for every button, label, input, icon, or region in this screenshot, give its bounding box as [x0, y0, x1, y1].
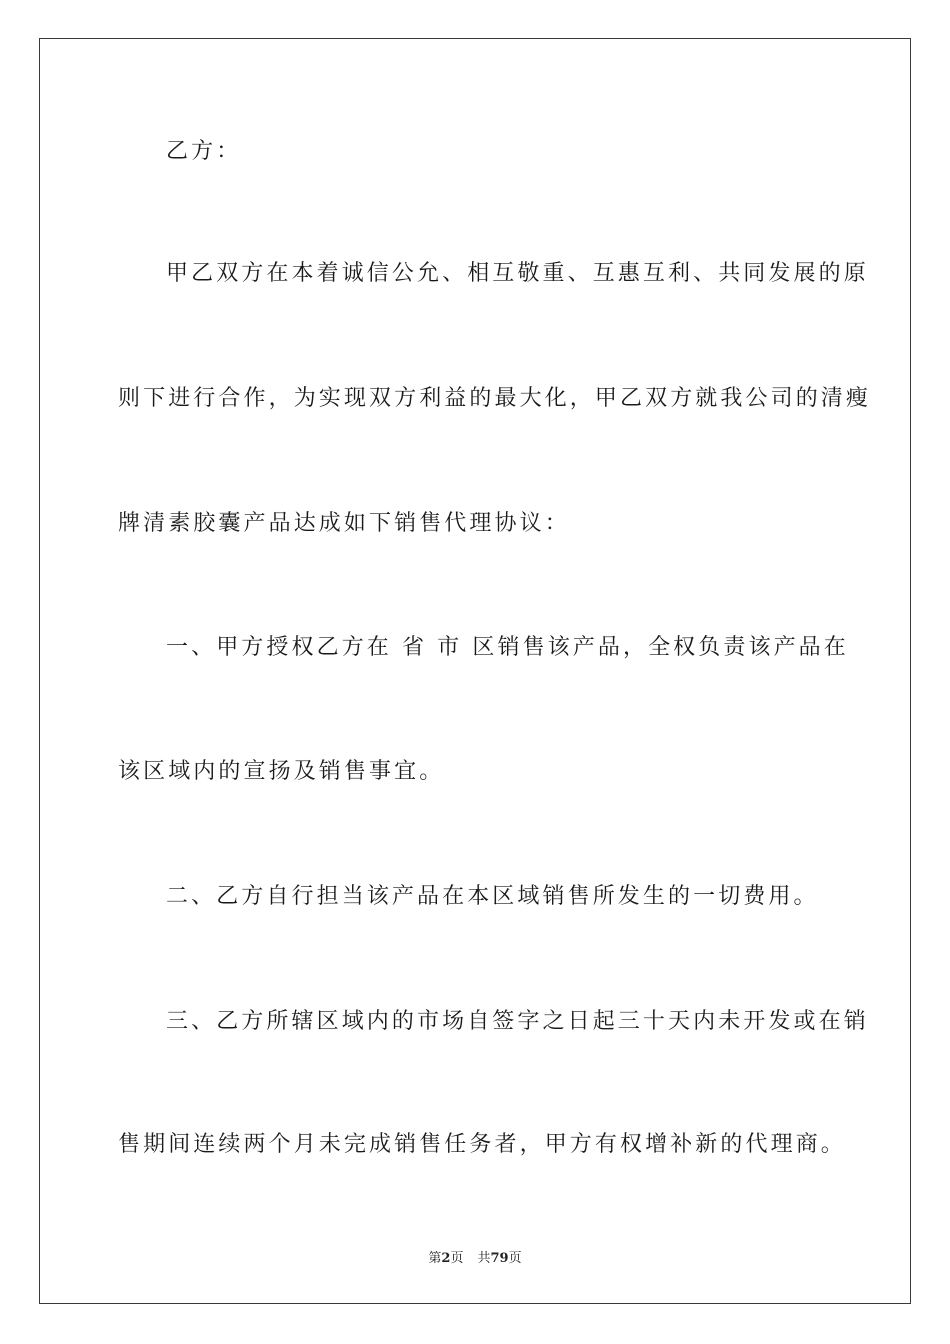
page-border — [39, 38, 911, 1304]
page-prefix: 第 — [428, 1251, 442, 1266]
party-b-label: 乙方： — [166, 139, 242, 164]
paragraph-intro-line-1: 甲乙双方在本着诚信公允、相互敬重、互惠互利、共同发展的原 — [166, 261, 869, 286]
clause-1-line-2: 该区域内的宣扬及销售事宜。 — [118, 759, 445, 784]
page-number: 2 — [441, 1251, 451, 1266]
total-prefix: 共 — [477, 1251, 491, 1266]
paragraph-intro-line-2: 则下进行合作，为实现双方利益的最大化，甲乙双方就我公司的清瘦 — [118, 386, 872, 411]
clause-1-line-1: 一、甲方授权乙方在 省 市 区销售该产品，全权负责该产品在 — [166, 635, 849, 660]
total-suffix: 页 — [508, 1251, 522, 1266]
total-pages: 79 — [490, 1251, 509, 1266]
clause-3-line-1: 三、乙方所辖区域内的市场自签字之日起三十天内未开发或在销 — [166, 1009, 869, 1034]
paragraph-intro-line-3: 牌清素胶囊产品达成如下销售代理协议： — [118, 511, 570, 536]
clause-2-line-1: 二、乙方自行担当该产品在本区域销售所发生的一切费用。 — [166, 884, 819, 909]
clause-3-line-2: 售期间连续两个月未完成销售任务者，甲方有权增补新的代理商。 — [118, 1132, 846, 1157]
page-footer — [0, 1247, 950, 1266]
page-suffix: 页 — [450, 1251, 464, 1266]
